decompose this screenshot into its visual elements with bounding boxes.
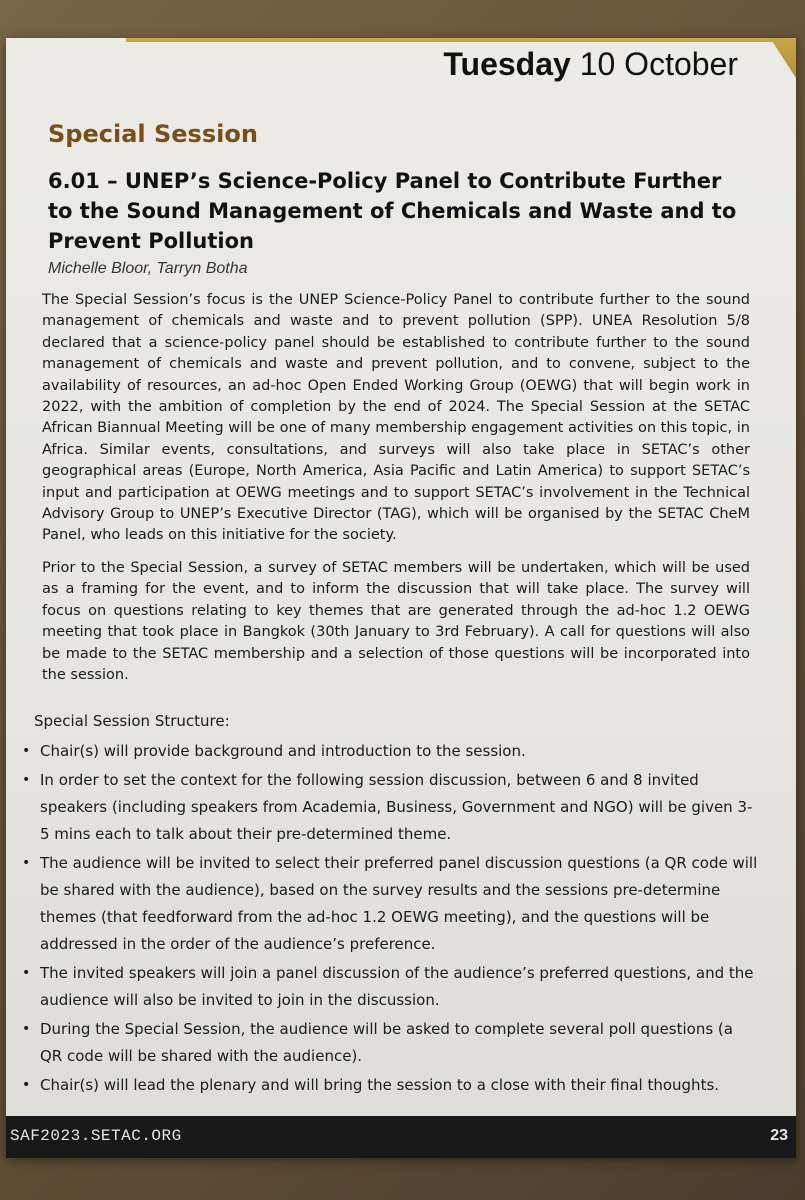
header-gold-corner [770, 38, 796, 78]
structure-list-item [18, 960, 758, 1014]
page-number: 23 [770, 1127, 788, 1144]
bullet-icon: • [22, 772, 31, 788]
structure-list [18, 738, 758, 1101]
structure-item-text: The audience will be invited to select their preferred panel discussion questions (a QR code will be shared with the audience), based on the survey results and the sessions pre-determine themes (that feedforward from the ad-hoc 1.2 OEWG meeting), and the questions will be addressed in the order of the audience’s preference. [40, 854, 758, 953]
page-footer [6, 1116, 796, 1158]
session-authors: Michelle Bloor, Tarryn Botha [48, 260, 248, 277]
session-title: 6.01 – UNEP’s Science-Policy Panel to Contribute Further to the Sound Management of Chemicals and Waste and to Prevent Pollution [48, 169, 737, 253]
structure-list-item [18, 1016, 758, 1070]
structure-heading: Special Session Structure: [34, 712, 230, 730]
structure-list-item [18, 850, 758, 958]
structure-list-item [18, 1072, 758, 1099]
structure-item-text: In order to set the context for the following session discussion, between 6 and 8 invited speakers (including speakers from Academia, Business, Government and NGO) will be given 3-5 mins each to talk about their pre-determined theme. [40, 771, 753, 843]
bullet-icon: • [22, 855, 31, 871]
structure-item-text: Chair(s) will provide background and introduction to the session. [40, 742, 526, 760]
session-type-label: Special Session [48, 120, 258, 148]
footer-url: SAF2023.SETAC.ORG [10, 1127, 182, 1145]
bullet-icon: • [22, 1077, 31, 1093]
page-day-header [443, 46, 738, 83]
header-gold-rule [126, 38, 796, 42]
date-label: 10 October [579, 46, 738, 82]
bullet-icon: • [22, 1021, 31, 1037]
structure-list-item [18, 738, 758, 765]
printed-page [6, 38, 796, 1158]
bullet-icon: • [22, 965, 31, 981]
structure-list-item [18, 767, 758, 848]
body-paragraph: Prior to the Special Session, a survey of SETAC members will be undertaken, which will be used as a framing for the event, and to inform the discussion that will take place. The survey will focus on questions relating to key themes that are generated through the ad-hoc 1.2 OEWG meeting that took place in Bangkok (30th January to 3rd February). A call for questions will also be made to the SETAC membership and a selection of those questions will be incorporated into the session. [42, 560, 750, 684]
bullet-icon: • [22, 743, 31, 759]
day-label: Tuesday [443, 46, 571, 82]
structure-item-text: Chair(s) will lead the plenary and will bring the session to a close with their final thoughts. [40, 1076, 720, 1094]
structure-item-text: During the Special Session, the audience will be asked to complete several poll questions (a QR code will be shared with the audience). [40, 1020, 733, 1065]
structure-item-text: The invited speakers will join a panel discussion of the audience’s preferred questions, and the audience will also be invited to join in the discussion. [40, 964, 754, 1009]
body-paragraph: The Special Session’s focus is the UNEP Science-Policy Panel to contribute further to the sound management of chemicals and waste and to prevent pollution (SPP). UNEA Resolution 5/8 declared that a science-policy panel should be established to contribute further to the sound management of chemicals and waste and prevent pollution, and to convene, subject to the availability of resources, an ad-hoc Open Ended Working Group (OEWG) that will begin work in 2022, with the ambition of completion by the end of 2024. The Special Session at the SETAC African Biannual Meeting will be one of many membership engagement activities on this topic, in Africa. Similar events, consultations, and surveys will also take place in SETAC’s other geographical areas (Europe, North America, Asia Pacific and Latin America) to support SETAC’s input and participation at OEWG meetings and to support SETAC’s involvement in the Technical Advisory Group to UNEP’s Executive Director (TAG), which will be organised by the SETAC CheM Panel, who leads on this initiative for the society. [42, 292, 750, 544]
